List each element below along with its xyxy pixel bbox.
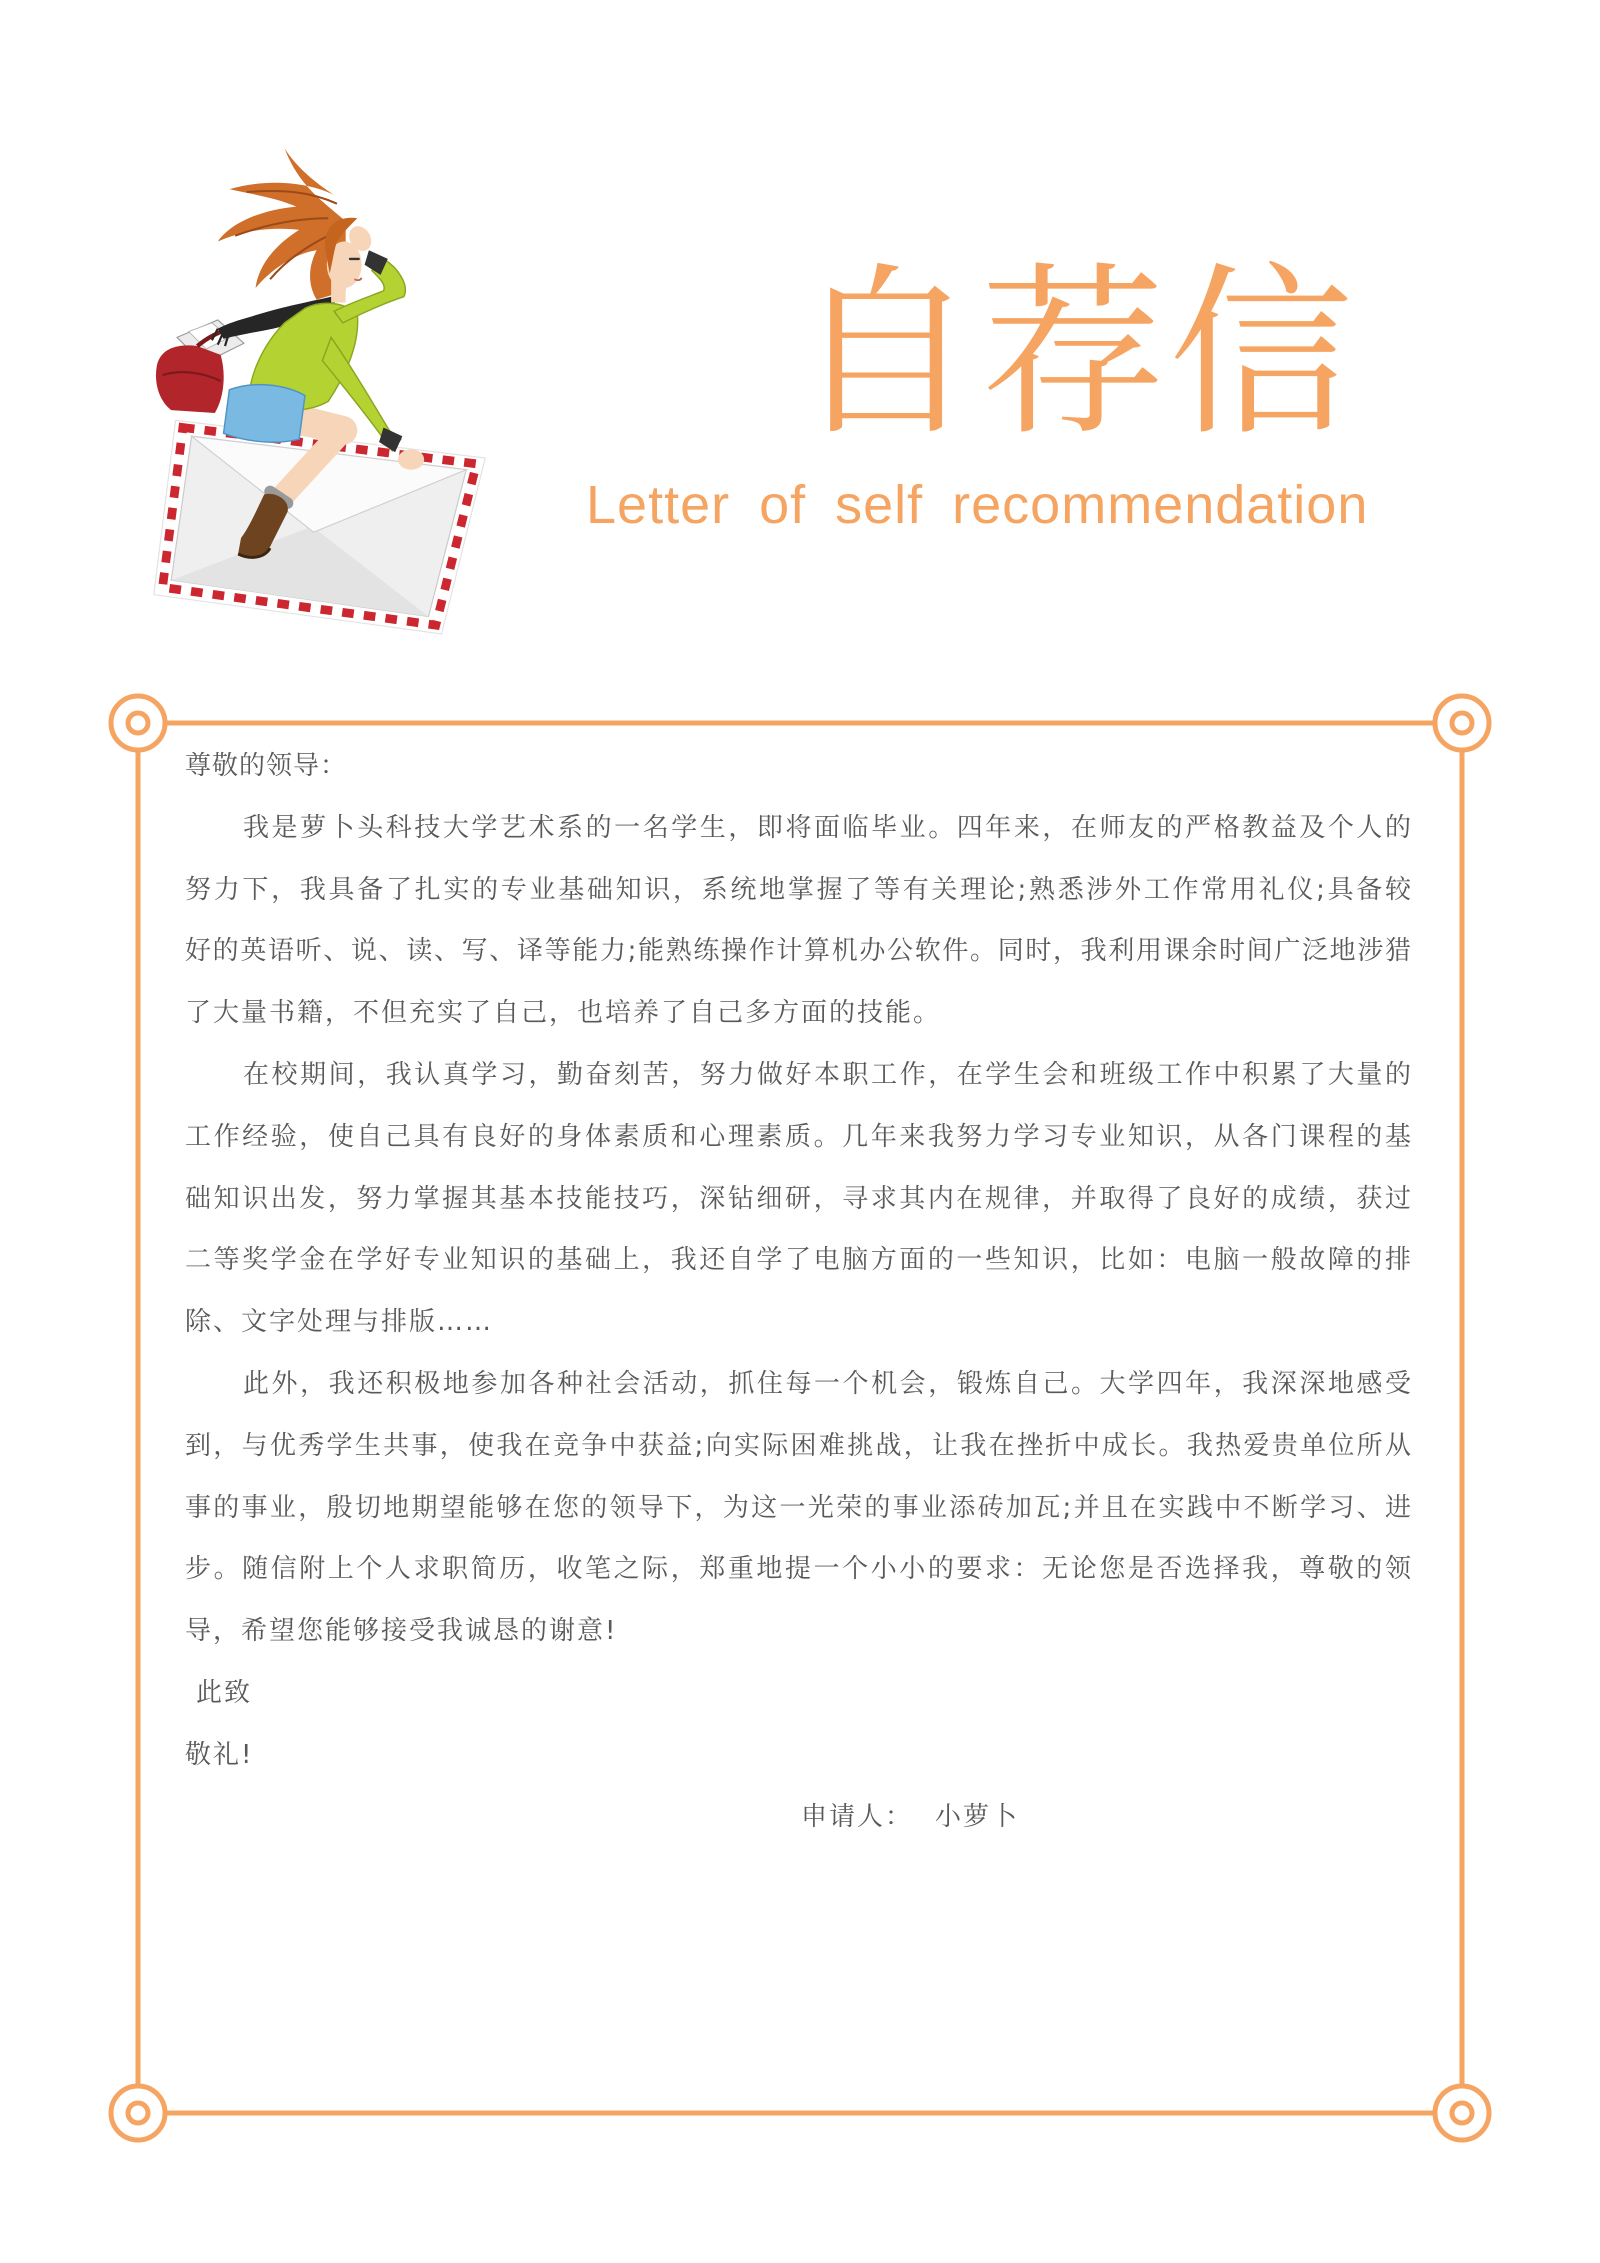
paragraph-line: 础知识出发，努力掌握其基本技能技巧，深钻细研，寻求其内在规律，并取得了良好的成绩，获过	[185, 1183, 1411, 1214]
salutation: 尊敬的领导：	[185, 751, 348, 781]
paragraph-line: 我是萝卜头科技大学艺术系的一名学生，即将面临毕业。四年来，在师友的严格教益及个人的	[243, 812, 1411, 843]
paragraph-line: 好的英语听、说、读、写、译等能力;能熟练操作计算机办公软件。同时，我利用课余时间广泛地涉猎	[185, 936, 1411, 967]
paragraph	[185, 1354, 1411, 1663]
girl-riding-envelope-illustration	[145, 131, 494, 647]
paragraph-line: 努力下，我具备了扎实的专业基础知识，系统地掌握了等有关理论;熟悉涉外工作常用礼仪;具备较	[185, 874, 1411, 905]
regards-phrase: 敬礼!	[185, 1739, 254, 1770]
page-title: 自荐信	[793, 247, 1358, 461]
paragraph-line: 到，与优秀学生共事，使我在竞争中获益;向实际困难挑战，让我在挫折中成长。我热爱贵单位所从	[185, 1430, 1411, 1461]
paragraph-line: 除、文字处理与排版……	[185, 1307, 494, 1338]
paragraph-line: 此外，我还积极地参加各种社会活动，抓住每一个机会，锻炼自己。大学四年，我深深地感受	[243, 1368, 1411, 1399]
paragraph-line: 步。随信附上个人求职简历，收笔之际，郑重地提一个小小的要求：无论您是否选择我，尊敬的领	[185, 1554, 1411, 1585]
letter-body	[185, 736, 1411, 1848]
paragraph-line: 二等奖学金在学好专业知识的基础上，我还自学了电脑方面的一些知识，比如：电脑一般故障的排	[185, 1245, 1411, 1276]
signature	[185, 1787, 1411, 1849]
closing-phrase: 此致	[196, 1677, 253, 1708]
signature-label: 申请人：	[801, 1801, 914, 1832]
double-ring-icon	[1435, 696, 1489, 750]
double-ring-icon	[111, 2086, 165, 2140]
paragraph-line: 导，希望您能够接受我诚恳的谢意!	[185, 1616, 618, 1647]
paragraph-line: 了大量书籍，不但充实了自己，也培养了自己多方面的技能。	[185, 998, 942, 1029]
paragraph	[185, 1045, 1411, 1354]
page-subtitle: Letter of self recommendation	[586, 475, 1369, 535]
double-ring-icon	[1435, 2086, 1489, 2140]
paragraph	[185, 798, 1411, 1045]
paragraph-line: 事的事业，殷切地期望能够在您的领导下，为这一光荣的事业添砖加瓦;并且在实践中不断学习、进	[185, 1492, 1411, 1523]
paragraph-line: 工作经验，使自己具有良好的身体素质和心理素质。几年来我努力学习专业知识，从各门课程的基	[185, 1121, 1411, 1152]
double-ring-icon	[111, 696, 165, 750]
signature-name: 小萝卜	[935, 1801, 1020, 1832]
paragraph-line: 在校期间，我认真学习，勤奋刻苦，努力做好本职工作，在学生会和班级工作中积累了大量的	[243, 1059, 1411, 1090]
